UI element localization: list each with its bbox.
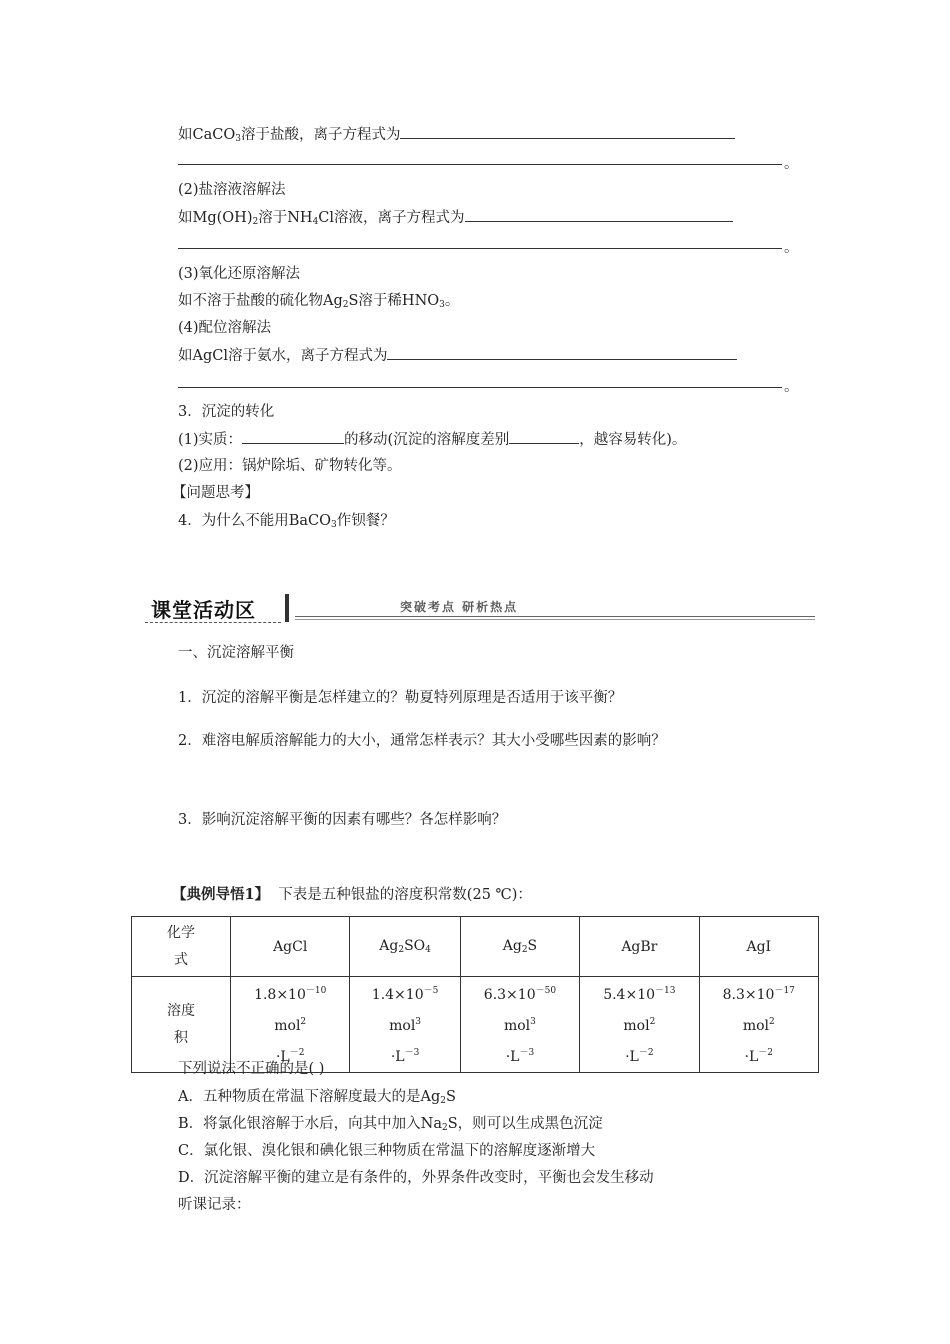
- question-2: 2．难溶电解质溶解能力的大小，通常怎样表示？其大小受哪些因素的影响？: [178, 733, 666, 749]
- example-question: 下列说法不正确的是( ): [178, 1061, 325, 1077]
- text: 5.4×10: [603, 987, 656, 1003]
- text: B．将氯化银溶解于水后，向其中加入Na: [178, 1116, 442, 1132]
- option-a[interactable]: [178, 1087, 456, 1111]
- table-cell: [699, 977, 818, 1073]
- option-b[interactable]: [178, 1114, 603, 1138]
- text: S溶于稀HNO: [348, 293, 440, 309]
- table-cell: [350, 917, 460, 977]
- subscript: 3: [439, 300, 445, 310]
- method-3-title: (3)氧化还原溶解法: [178, 266, 301, 282]
- conversion-title: 3．沉淀的转化: [178, 404, 275, 420]
- subscript: 2: [252, 217, 259, 227]
- option-c[interactable]: C．氯化银、溴化银和碘化银三种物质在常温下的溶解度逐渐增大: [178, 1143, 596, 1159]
- text: 化学: [167, 924, 195, 941]
- superscript: 2: [300, 1017, 307, 1027]
- table-cell: [231, 917, 350, 977]
- subscript: 2: [398, 945, 405, 955]
- conversion-application: (2)应用：锅炉除垢、矿物转化等。: [178, 458, 402, 474]
- answer-blank[interactable]: [242, 429, 344, 444]
- superscript: －50: [535, 986, 557, 996]
- answer-blank-line[interactable]: [178, 164, 782, 165]
- text: 1.4×10: [371, 987, 424, 1003]
- superscript: －17: [774, 986, 795, 996]
- text: mol: [742, 1018, 769, 1034]
- text: (1)实质：: [178, 432, 243, 448]
- text: mol: [389, 1018, 416, 1034]
- text: ·L: [625, 1049, 639, 1065]
- answer-blank[interactable]: [465, 207, 733, 222]
- superscript: 2: [649, 1017, 656, 1027]
- method-2-title: (2)盐溶液溶解法: [178, 182, 286, 198]
- answer-blank[interactable]: [509, 429, 579, 444]
- example-header-line: [172, 885, 532, 905]
- thinking-header: 【问题思考】: [172, 485, 259, 501]
- text: A．五种物质在常温下溶解度最大的是Ag: [178, 1089, 441, 1105]
- subscript: 4: [312, 217, 319, 227]
- text: 积: [174, 1029, 188, 1046]
- text: Ag: [502, 938, 522, 954]
- banner-title: 课堂活动区: [151, 598, 256, 622]
- subscript: 4: [425, 945, 431, 955]
- table-cell: [699, 917, 818, 977]
- text: AgBr: [621, 938, 658, 955]
- conversion-essence: [178, 429, 686, 450]
- period: 。: [784, 156, 799, 172]
- table-cell: [350, 977, 460, 1073]
- superscript: －3: [519, 1048, 535, 1058]
- text: 1.8×10: [254, 987, 306, 1003]
- superscript: 2: [769, 1017, 775, 1027]
- superscript: －13: [655, 986, 676, 996]
- answer-blank-line[interactable]: [178, 387, 782, 388]
- superscript: －10: [305, 986, 327, 996]
- subscript: 3: [331, 520, 337, 530]
- option-d[interactable]: D．沉淀溶解平衡的建立是有条件的，外界条件改变时，平衡也会发生移动: [178, 1170, 654, 1186]
- thinking-question-4: [178, 511, 395, 535]
- banner-rule: [295, 616, 815, 617]
- superscript: －2: [638, 1048, 654, 1058]
- example-header: 【典例导悟1】: [172, 886, 270, 903]
- text: ，越容易转化)。: [579, 432, 687, 448]
- question-1: 1．沉淀的溶解平衡是怎样建立的？勒夏特列原理是否适用于该平衡？: [178, 690, 623, 706]
- text: 如Mg(OH): [178, 210, 253, 226]
- text: 溶于盐酸，离子方程式为: [240, 127, 401, 143]
- banner-subtitle: 突破考点 研析热点: [400, 600, 519, 614]
- banner-divider: [285, 594, 289, 622]
- banner-rule: [295, 619, 815, 620]
- question-3: 3．影响沉淀溶解平衡的因素有哪些？各怎样影响？: [178, 812, 507, 828]
- table-header-cell: [132, 917, 231, 977]
- text: ·L: [275, 1049, 290, 1065]
- table-cell: [460, 977, 579, 1073]
- text: ·L: [744, 1049, 759, 1065]
- text: 如不溶于盐酸的硫化物Ag: [178, 293, 343, 309]
- ag2s-example-line: [178, 291, 459, 315]
- text: AgI: [746, 938, 772, 955]
- superscript: －5: [423, 986, 439, 996]
- subscript: 2: [521, 945, 528, 955]
- answer-blank-line[interactable]: [178, 248, 782, 249]
- text: 如CaCO: [178, 127, 236, 143]
- text: 如AgCl溶于氨水，离子方程式为: [178, 348, 388, 364]
- text: ·L: [505, 1049, 520, 1065]
- text: 。: [444, 293, 460, 309]
- answer-blank[interactable]: [400, 124, 735, 139]
- notes-label: 听课记录：: [178, 1197, 251, 1213]
- example-intro: 下表是五种银盐的溶度积常数(25 ℃)：: [278, 887, 532, 903]
- section-banner: [145, 592, 815, 626]
- table-row: [132, 917, 819, 977]
- text: mol: [274, 1018, 301, 1034]
- period: 。: [784, 240, 799, 256]
- text: S，则可以生成黑色沉淀: [447, 1116, 603, 1132]
- text: 4．为什么不能用BaCO: [178, 513, 332, 529]
- superscript: －2: [758, 1048, 774, 1058]
- text: 式: [174, 951, 188, 968]
- text: S: [527, 938, 538, 954]
- text: 的移动(沉淀的溶解度差别: [344, 432, 510, 448]
- superscript: 3: [415, 1017, 422, 1027]
- text: S: [445, 1089, 456, 1105]
- banner-dashed-underline: [145, 622, 281, 623]
- table-cell: [580, 977, 699, 1073]
- subscript: 2: [442, 1123, 448, 1133]
- caco3-example-line: [178, 124, 735, 149]
- mgoh2-example-line: [178, 207, 733, 232]
- superscript: －3: [404, 1048, 420, 1058]
- table-cell: [460, 917, 579, 977]
- text: SO: [404, 938, 426, 954]
- agcl-example-line: [178, 345, 737, 366]
- subscript: 3: [235, 134, 241, 144]
- text: Cl溶液，离子方程式为: [318, 210, 465, 226]
- text: 8.3×10: [722, 987, 775, 1003]
- text: mol: [623, 1018, 650, 1034]
- text: 溶于NH: [258, 210, 313, 226]
- subscript: 2: [342, 300, 349, 310]
- text: 溶度: [167, 1002, 195, 1019]
- text: 作钡餐？: [336, 513, 395, 529]
- ksp-table: [131, 916, 819, 1073]
- subscript: 2: [440, 1096, 446, 1106]
- text: mol: [503, 1018, 531, 1034]
- text: Ag: [379, 938, 399, 954]
- text: ·L: [390, 1049, 405, 1065]
- table-cell: [580, 917, 699, 977]
- text: AgCl: [273, 938, 308, 955]
- text: 6.3×10: [483, 987, 536, 1003]
- section-1-title: 一、沉淀溶解平衡: [178, 645, 294, 661]
- superscript: －2: [289, 1048, 305, 1058]
- answer-blank[interactable]: [387, 345, 737, 360]
- superscript: 3: [530, 1017, 536, 1027]
- method-4-title: (4)配位溶解法: [178, 320, 272, 336]
- period: 。: [784, 379, 799, 395]
